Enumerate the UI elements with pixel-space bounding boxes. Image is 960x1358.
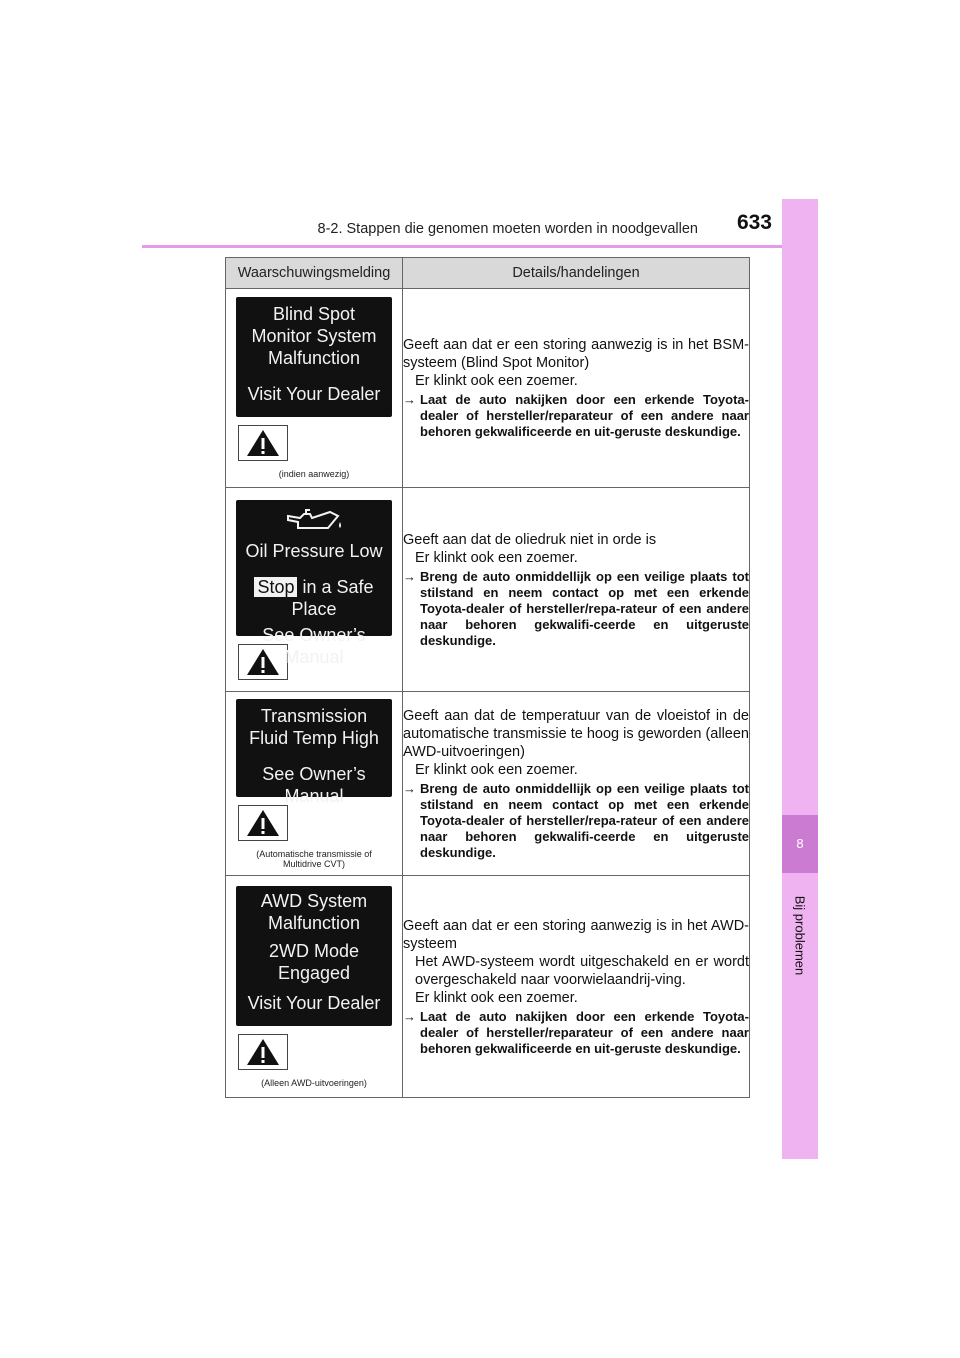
warning-display [236, 886, 392, 1026]
details-cell [403, 488, 750, 692]
table-row [226, 488, 750, 692]
oil-can-icon [284, 506, 344, 534]
column-header-details: Details/handelingen [403, 258, 750, 289]
details-cell [403, 692, 750, 876]
page-number: 633 [736, 211, 772, 234]
display-text: Malfunction [267, 348, 361, 368]
warning-triangle-icon [246, 809, 280, 837]
warning-light-box [238, 644, 288, 680]
arrow-icon: → [403, 392, 416, 407]
warning-triangle-icon [246, 429, 280, 457]
action-instruction [403, 781, 749, 861]
warning-messages-table [225, 257, 750, 1098]
action-instruction [403, 569, 749, 649]
warning-light-box [238, 805, 288, 841]
details-cell [403, 876, 750, 1098]
page-header [142, 213, 818, 248]
description: Geeft aan dat er een storing aanwezig is in het BSM-systeem (Blind Spot Monitor) [403, 337, 749, 371]
warning-light-box [238, 1034, 288, 1070]
details-cell [403, 289, 750, 488]
chapter-title-text: Bij problemen [792, 895, 808, 975]
display-text: Fluid Temp High [249, 727, 379, 748]
note: Er klinkt ook een zoemer. [415, 989, 578, 1006]
warning-display [236, 699, 392, 806]
arrow-icon: → [403, 780, 416, 796]
display-caption: (indien aanwezig) [278, 469, 350, 479]
display-text: Visit Your Dealer [247, 992, 381, 1013]
note: Er klinkt ook een zoemer. [415, 761, 578, 778]
chapter-title [782, 880, 818, 990]
warning-display [236, 297, 392, 417]
note: Het AWD-systeem wordt uitgeschakeld en er wordt overgeschakeld naar voorwielaandrij-ving. [415, 953, 749, 988]
display-text: Monitor System [251, 326, 377, 346]
chapter-number: 8 [782, 815, 818, 873]
message-cell [226, 488, 403, 692]
arrow-icon: → [403, 1008, 416, 1024]
section-title: 8-2. Stappen die genomen moeten worden in noodgevallen [317, 221, 698, 237]
note: Er klinkt ook een zoemer. [415, 373, 578, 389]
caption-text: (Automatische transmissie of [256, 848, 372, 859]
warning-display [236, 500, 392, 667]
display-text: Visit Your Dealer [247, 384, 381, 404]
description: Geeft aan dat de oliedruk niet in orde is [403, 531, 657, 548]
message-cell [226, 876, 403, 1098]
table-header-row [226, 258, 750, 289]
action-text: Laat de auto nakijken door een erkende Toyota-dealer of hersteller/reparateur of een andere naar behoren gekwalificeerde en uit-geruste deskundige. [420, 392, 749, 439]
display-caption: (Alleen AWD-uitvoeringen) [261, 1077, 367, 1088]
message-cell [226, 692, 403, 876]
display-text: See Owner’s Manual [262, 624, 366, 667]
action-text: Laat de auto nakijken door een erkende Toyota-dealer of hersteller/reparateur of een andere naar behoren gekwalificeerde en uit-geruste deskundige. [420, 1008, 749, 1056]
description: Geeft aan dat de temperatuur van de vloeistof in de automatische transmissie te hoog is geworden (alleen AWD-uitvoeringen) [403, 707, 749, 760]
display-text: Engaged [277, 962, 351, 983]
column-header-message: Waarschuwingsmelding [226, 258, 403, 289]
table-row [226, 692, 750, 876]
display-text: Blind Spot [272, 304, 356, 324]
action-text: Breng de auto onmiddellijk op een veilige plaats tot stilstand en neem contact op met een erkende Toyota-dealer of hersteller/repa-rateur of een andere naar behoren gekwalifi-ceerde en uitgeruste deskundige. [420, 568, 749, 648]
arrow-icon: → [403, 568, 416, 584]
message-cell [226, 289, 403, 488]
caption-text: Multidrive CVT) [282, 858, 345, 869]
warning-triangle-icon [246, 1038, 280, 1066]
action-instruction [403, 392, 749, 440]
display-text: AWD System [260, 890, 368, 911]
display-text: See Owner’s Manual [262, 763, 366, 806]
display-caption [226, 849, 402, 869]
table-row [226, 289, 750, 488]
note: Er klinkt ook een zoemer. [415, 549, 578, 566]
display-text: in a Safe Place [291, 576, 374, 619]
table-row [226, 876, 750, 1098]
description: Geeft aan dat er een storing aanwezig is in het AWD-systeem [403, 917, 749, 952]
display-text: 2WD Mode [268, 940, 360, 961]
warning-triangle-icon [246, 648, 280, 676]
display-text: Transmission [260, 705, 368, 726]
display-text-line [240, 576, 388, 620]
chapter-side-tab [782, 199, 818, 1159]
action-text: Breng de auto onmiddellijk op een veilige plaats tot stilstand en neem contact op met een erkende Toyota-dealer of hersteller/repa-rateur of een andere naar behoren gekwalifi-ceerde en uitgeruste deskundige. [420, 780, 749, 860]
display-text: Malfunction [267, 912, 361, 933]
stop-label: Stop [254, 577, 297, 597]
action-instruction [403, 1009, 749, 1057]
display-text: Oil Pressure Low [245, 540, 383, 561]
warning-light-box [238, 425, 288, 461]
